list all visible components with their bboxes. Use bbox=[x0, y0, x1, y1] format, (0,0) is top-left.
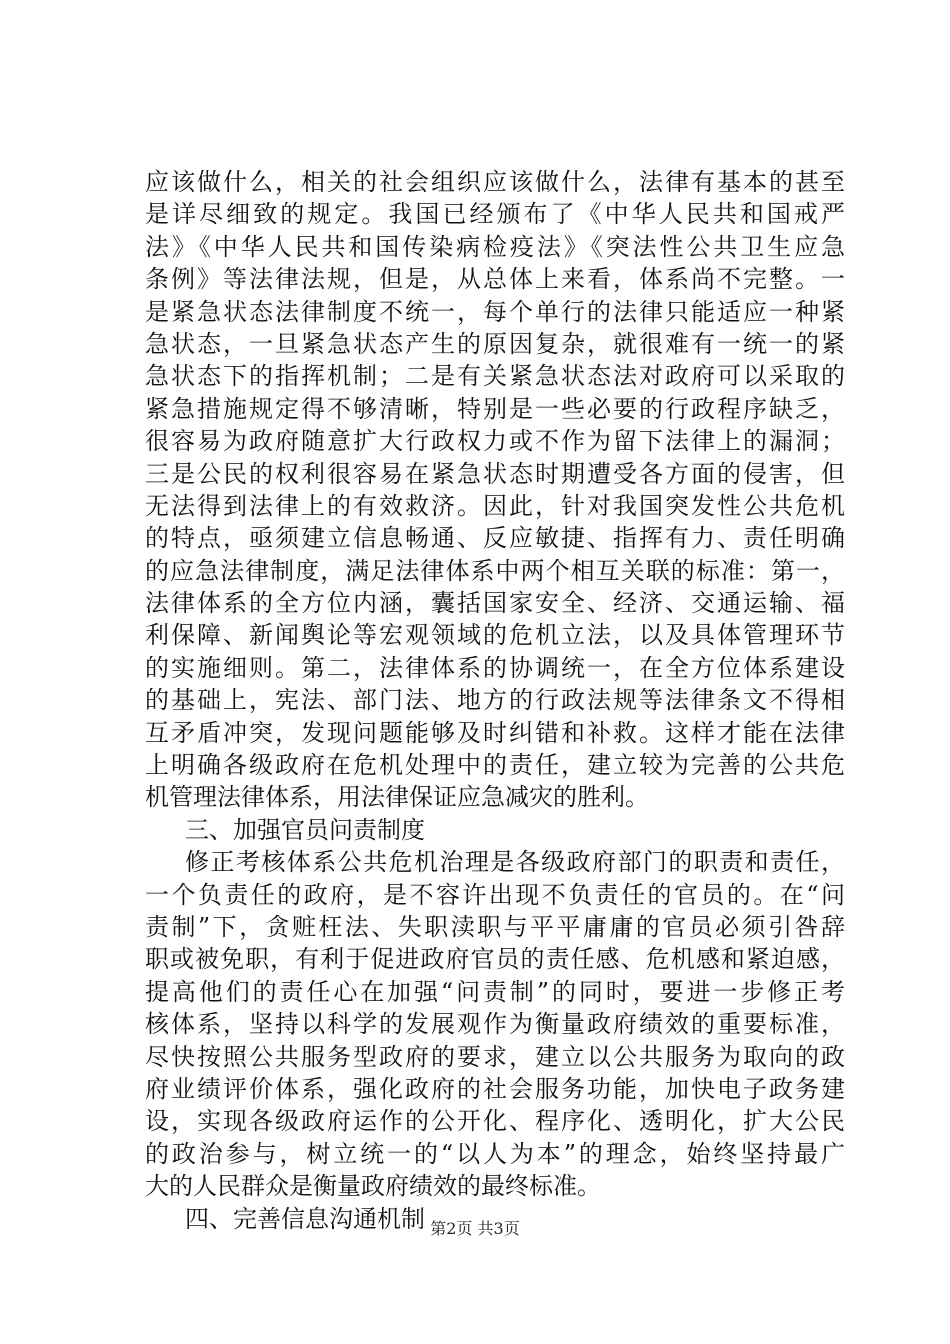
text-line: 应该做什么，相关的社会组织应该做什么，法律有基本的甚至 bbox=[145, 168, 845, 196]
text-line: 利保障、新闻舆论等宏观领域的危机立法，以及具体管理环节 bbox=[145, 621, 845, 650]
text-line: 急状态下的指挥机制；二是有关紧急状态法对政府可以采取的 bbox=[145, 362, 845, 391]
text-line: 上明确各级政府在危机处理中的责任，建立较为完善的公共危 bbox=[145, 751, 845, 780]
text-line: 条例》等法律法规，但是，从总体上来看，体系尚不完整。一 bbox=[145, 265, 845, 294]
text-line: 无法得到法律上的有效救济。因此，针对我国突发性公共危机 bbox=[145, 491, 845, 520]
text-line: 急状态，一旦紧急状态产生的原因复杂，就很难有一统一的紧 bbox=[145, 329, 845, 358]
text-line: 尽快按照公共服务型政府的要求，建立以公共服务为取向的政 bbox=[145, 1042, 845, 1071]
document-body bbox=[145, 166, 845, 1235]
text-line: 的应急法律制度，满足法律体系中两个相互关联的标准：第一， bbox=[145, 556, 845, 585]
text-line: 大的人民群众是衡量政府绩效的最终标准。 bbox=[145, 1172, 601, 1201]
text-line: 府业绩评价体系，强化政府的社会服务功能，加快电子政务建 bbox=[145, 1074, 845, 1103]
text-line: 设，实现各级政府运作的公开化、程序化、透明化，扩大公民 bbox=[145, 1107, 845, 1136]
heading-text: 四、完善信息沟通机制 bbox=[185, 1204, 425, 1233]
text-line: 的特点，亟须建立信息畅通、反应敏捷、指挥有力、责任明确 bbox=[145, 524, 845, 553]
text-line: 紧急措施规定得不够清晰，特别是一些必要的行政程序缺乏， bbox=[145, 394, 845, 423]
text-line: 的基础上，宪法、部门法、地方的行政法规等法律条文不得相 bbox=[145, 686, 845, 715]
text-line: 三是公民的权利很容易在紧急状态时期遭受各方面的侵害，但 bbox=[145, 459, 845, 488]
text-line: 的实施细则。第二，法律体系的协调统一，在全方位体系建设 bbox=[145, 653, 845, 682]
page-footer: 第2页 共3页 bbox=[430, 1219, 520, 1238]
text-line: 是紧急状态法律制度不统一，每个单行的法律只能适应一种紧 bbox=[145, 297, 845, 326]
text-line: 修正考核体系公共危机治理是各级政府部门的职责和责任， bbox=[185, 848, 845, 877]
text-line: 一个负责任的政府，是不容许出现不负责任的官员的。在“问 bbox=[145, 880, 845, 909]
section-heading bbox=[145, 814, 845, 846]
text-line: 机管理法律体系，用法律保证应急减灾的胜利。 bbox=[145, 783, 649, 812]
heading-text: 三、加强官员问责制度 bbox=[185, 815, 425, 844]
text-line: 核体系，坚持以科学的发展观作为衡量政府绩效的重要标准， bbox=[145, 1010, 845, 1039]
text-line: 互矛盾冲突，发现问题能够及时纠错和补救。这样才能在法律 bbox=[145, 718, 845, 747]
paragraph bbox=[145, 166, 845, 814]
text-line: 法律体系的全方位内涵，囊括国家安全、经济、交通运输、福 bbox=[145, 589, 845, 618]
text-line: 责制”下，贪赃枉法、失职渎职与平平庸庸的官员必须引咎辞 bbox=[145, 912, 845, 941]
text-line: 的政治参与，树立统一的“以人为本”的理念，始终坚持最广 bbox=[145, 1139, 845, 1168]
paragraph bbox=[145, 846, 845, 1202]
text-line: 法》《中华人民共和国传染病检疫法》《突法性公共卫生应急 bbox=[145, 232, 845, 261]
text-line: 很容易为政府随意扩大行政权力或不作为留下法律上的漏洞； bbox=[145, 427, 845, 456]
text-line: 是详尽细致的规定。我国已经颁布了《中华人民共和国戒严 bbox=[145, 200, 845, 229]
text-line: 职或被免职，有利于促进政府官员的责任感、危机感和紧迫感， bbox=[145, 945, 845, 974]
text-line: 提高他们的责任心在加强“问责制”的同时，要进一步修正考 bbox=[145, 977, 845, 1006]
